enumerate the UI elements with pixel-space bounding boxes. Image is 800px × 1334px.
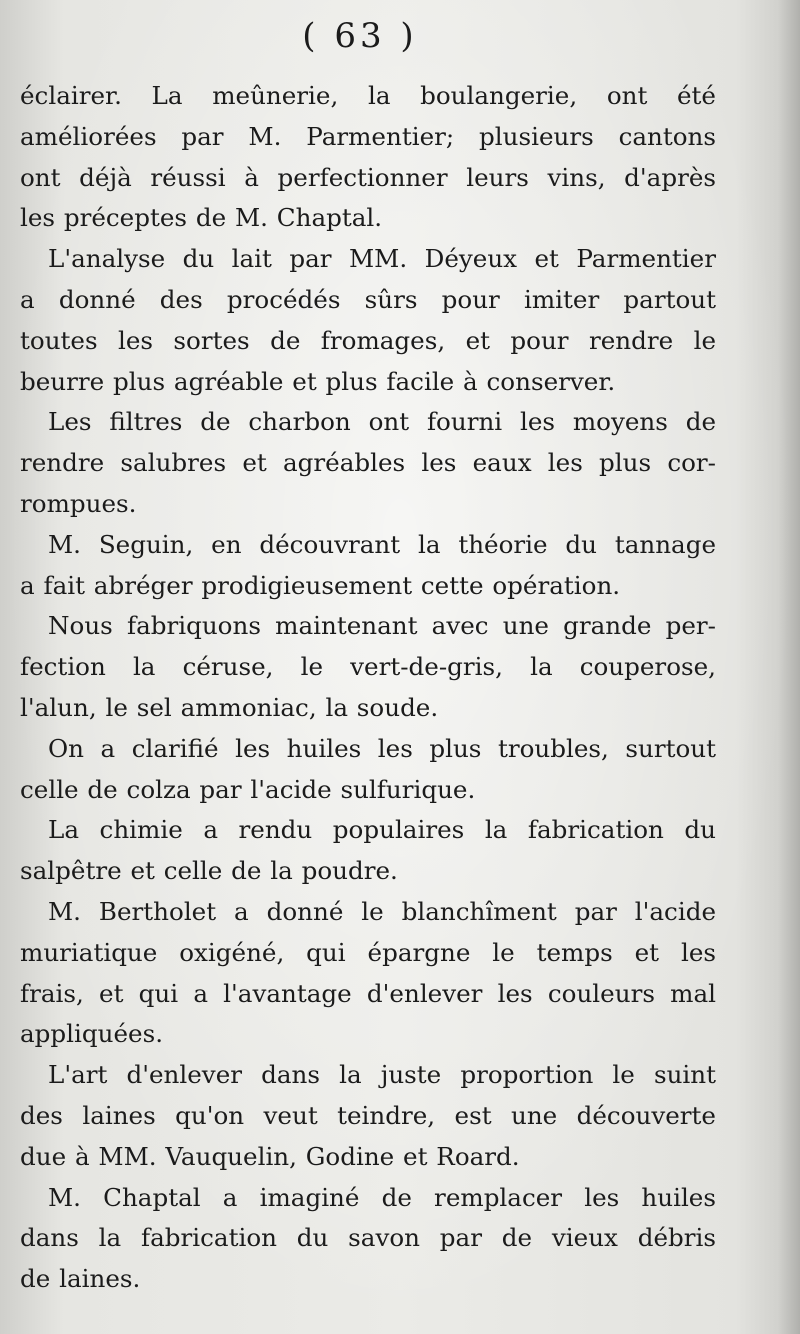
text-line: due à MM. Vauquelin, Godine et Roard. xyxy=(20,1141,520,1171)
body-text xyxy=(20,76,716,1300)
text-line: Les filtres de charbon ont fourni les moyens de xyxy=(48,407,716,437)
paragraph xyxy=(20,810,716,892)
text-line: frais, et qui a l'avantage d'enlever les couleurs mal xyxy=(20,978,716,1008)
text-line: éclairer. La meûnerie, la boulangerie, ont été xyxy=(20,81,716,110)
text-line: améliorées par M. Parmentier; plusieurs cantons xyxy=(20,121,716,151)
text-line: appliquées. xyxy=(20,1019,164,1049)
text-line: l'alun, le sel ammoniac, la soude. xyxy=(20,692,439,722)
text-line: a fait abréger prodigieusement cette opération. xyxy=(20,570,621,600)
text-line: On a clarifié les huiles les plus troubles, surtout xyxy=(48,733,716,763)
paragraph xyxy=(20,76,716,239)
text-line: les préceptes de M. Chaptal. xyxy=(20,203,383,233)
page-number: ( 63 ) xyxy=(302,16,418,56)
paragraph xyxy=(20,729,716,811)
paragraph xyxy=(20,239,716,402)
text-line: celle de colza par l'acide sulfurique. xyxy=(20,774,476,804)
paragraph xyxy=(20,606,716,728)
paragraph xyxy=(20,1178,716,1300)
text-line: fection la céruse, le vert-de-gris, la couperose, xyxy=(20,652,716,682)
text-line: L'art d'enlever dans la juste proportion le suint xyxy=(48,1060,716,1090)
text-line: Nous fabriquons maintenant avec une grande per- xyxy=(48,611,716,641)
paragraph xyxy=(20,892,716,1055)
text-line: M. Bertholet a donné le blanchîment par l'acide xyxy=(48,896,716,926)
text-line: des laines qu'on veut teindre, est une découverte xyxy=(20,1100,716,1130)
text-line: rendre salubres et agréables les eaux les plus cor- xyxy=(20,448,716,478)
text-line: rompues. xyxy=(20,488,137,518)
text-line: M. Chaptal a imaginé de remplacer les huiles xyxy=(48,1182,716,1212)
text-line: a donné des procédés sûrs pour imiter partout xyxy=(20,284,716,314)
text-line: salpêtre et celle de la poudre. xyxy=(20,856,398,886)
text-line: M. Seguin, en découvrant la théorie du tannage xyxy=(48,529,716,559)
text-line: ont déjà réussi à perfectionner leurs vins, d'après xyxy=(20,162,716,192)
text-line: L'analyse du lait par MM. Déyeux et Parmentier xyxy=(48,244,716,274)
text-line: toutes les sortes de fromages, et pour rendre le xyxy=(20,325,716,355)
paragraph xyxy=(20,1055,716,1177)
text-line: beurre plus agréable et plus facile à conserver. xyxy=(20,366,616,396)
paragraph xyxy=(20,402,716,524)
text-line: muriatique oxigéné, qui épargne le temps et les xyxy=(20,937,716,967)
paragraph xyxy=(20,525,716,607)
text-line: dans la fabrication du savon par de vieux débris xyxy=(20,1223,716,1253)
text-line: La chimie a rendu populaires la fabrication du xyxy=(48,815,716,845)
text-line: de laines. xyxy=(20,1264,141,1294)
